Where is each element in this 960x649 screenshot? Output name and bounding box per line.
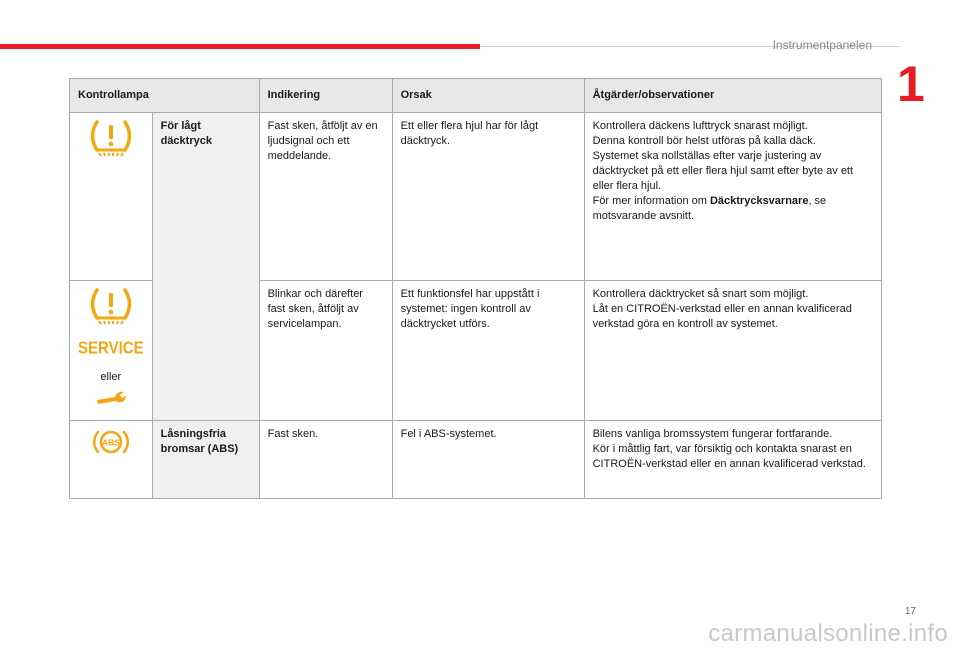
actions-cell — [584, 421, 881, 499]
header-accent-bar — [0, 44, 480, 49]
indication-cell: Blinkar och därefter fast sken, åtföljt av servicelampan. — [259, 281, 392, 421]
actions-cell — [584, 281, 881, 421]
header-indication: Indikering — [259, 79, 392, 113]
header-actions: Åtgärder/observationer — [584, 79, 881, 113]
table-header-row — [70, 79, 882, 113]
reference-prefix: För mer information om — [592, 195, 710, 207]
reference-suffix: , se motsvarande avsnitt. — [592, 195, 827, 222]
cause-cell: Ett funktionsfel har uppstått i systemet: ingen kontroll av däcktrycket utförs. — [392, 281, 584, 421]
reference-link-text: Däcktrycksvarnare — [709, 195, 809, 207]
action-line: Systemet ska nollställas efter varje justering av däcktrycket på ett eller flera hjul samt efter byte av ett eller flera hjul. — [592, 150, 854, 192]
warning-lamp-table — [69, 78, 882, 499]
abs-icon-text: ABS — [101, 437, 120, 448]
service-icon: SERVICE — [78, 338, 144, 359]
actions-cell — [584, 113, 881, 281]
wrench-icon — [95, 391, 127, 405]
tyre-pressure-warning-icon — [90, 287, 132, 325]
abs-warning-icon — [90, 427, 132, 457]
header-lamp: Kontrollampa — [70, 79, 260, 113]
lamp-icon-cell — [70, 113, 153, 281]
chapter-number: 1 — [897, 56, 925, 112]
tyre-pressure-warning-icon — [90, 119, 132, 157]
header-cause: Orsak — [392, 79, 584, 113]
action-line: Kontrollera däckens lufttryck snarast möjligt. — [592, 120, 808, 132]
action-reference — [593, 194, 873, 224]
lamp-icon-cell — [70, 281, 153, 421]
action-line: Denna kontroll bör helst utföras på kalla däck. — [592, 135, 816, 147]
table-row — [70, 421, 882, 499]
lamp-name-tyre-pressure: För lågt däcktryck — [152, 113, 259, 421]
indication-cell: Fast sken. — [259, 421, 392, 499]
action-line: Bilens vanliga bromssystem fungerar fortfarande. — [592, 428, 833, 440]
page-number: 17 — [904, 606, 916, 617]
cause-cell: Ett eller flera hjul har för lågt däcktryck. — [392, 113, 584, 281]
section-title: Instrumentpanelen — [772, 38, 872, 52]
table-row — [70, 113, 882, 281]
action-line: Låt en CITROËN-verkstad eller en annan kvalificerad verkstad göra en kontroll av systemet. — [592, 303, 852, 330]
cause-cell: Fel i ABS-systemet. — [392, 421, 584, 499]
watermark: carmanualsonline.info — [708, 620, 948, 647]
lamp-name-abs: Låsningsfria bromsar (ABS) — [152, 421, 259, 499]
action-line: Kör i måttlig fart, var försiktig och kontakta snarast en CITROËN-verkstad eller en annan kvalificerad verkstad. — [592, 443, 866, 470]
action-line: Kontrollera däcktrycket så snart som möjligt. — [592, 288, 809, 300]
indication-cell: Fast sken, åtföljt av en ljudsignal och ett meddelande. — [259, 113, 392, 281]
or-label: eller — [100, 371, 122, 383]
lamp-icon-cell — [70, 421, 153, 499]
